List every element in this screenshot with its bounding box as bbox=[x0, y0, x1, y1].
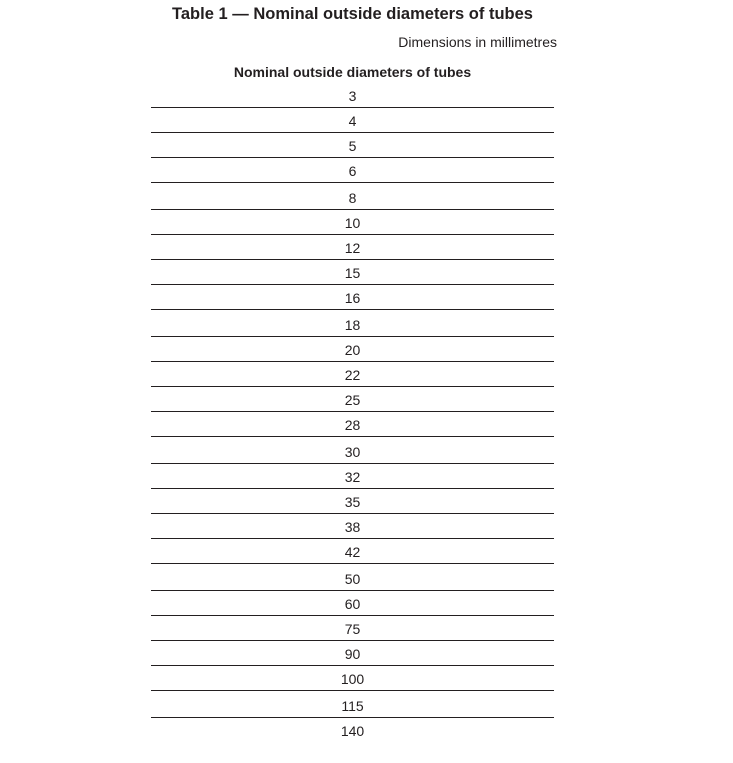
units-note: Dimensions in millimetres bbox=[398, 34, 557, 50]
table-row: 12 bbox=[151, 235, 554, 260]
table-row: 18 bbox=[151, 310, 554, 337]
table-row: 6 bbox=[151, 158, 554, 183]
table-row: 115 bbox=[151, 691, 554, 718]
table-row: 8 bbox=[151, 183, 554, 210]
table-row: 16 bbox=[151, 285, 554, 310]
table-row: 4 bbox=[151, 108, 554, 133]
table-row: 60 bbox=[151, 591, 554, 616]
table-row: 42 bbox=[151, 539, 554, 564]
table-row: 15 bbox=[151, 260, 554, 285]
table-title: Table 1 — Nominal outside diameters of tubes bbox=[172, 5, 533, 23]
table-row: 75 bbox=[151, 616, 554, 641]
table-row: 32 bbox=[151, 464, 554, 489]
table-row: 28 bbox=[151, 412, 554, 437]
table-rows bbox=[151, 83, 554, 742]
table-row: 38 bbox=[151, 514, 554, 539]
column-header: Nominal outside diameters of tubes bbox=[233, 64, 472, 80]
table-row: 22 bbox=[151, 362, 554, 387]
table-row: 30 bbox=[151, 437, 554, 464]
table-row: 5 bbox=[151, 133, 554, 158]
table-row: 20 bbox=[151, 337, 554, 362]
table-row: 50 bbox=[151, 564, 554, 591]
diameters-table bbox=[151, 61, 554, 742]
table-row: 90 bbox=[151, 641, 554, 666]
table-row: 10 bbox=[151, 210, 554, 235]
table-row: 140 bbox=[340, 723, 365, 739]
table-row: 3 bbox=[151, 83, 554, 108]
table-row: 100 bbox=[151, 666, 554, 691]
table-row: 25 bbox=[151, 387, 554, 412]
table-row: 35 bbox=[151, 489, 554, 514]
